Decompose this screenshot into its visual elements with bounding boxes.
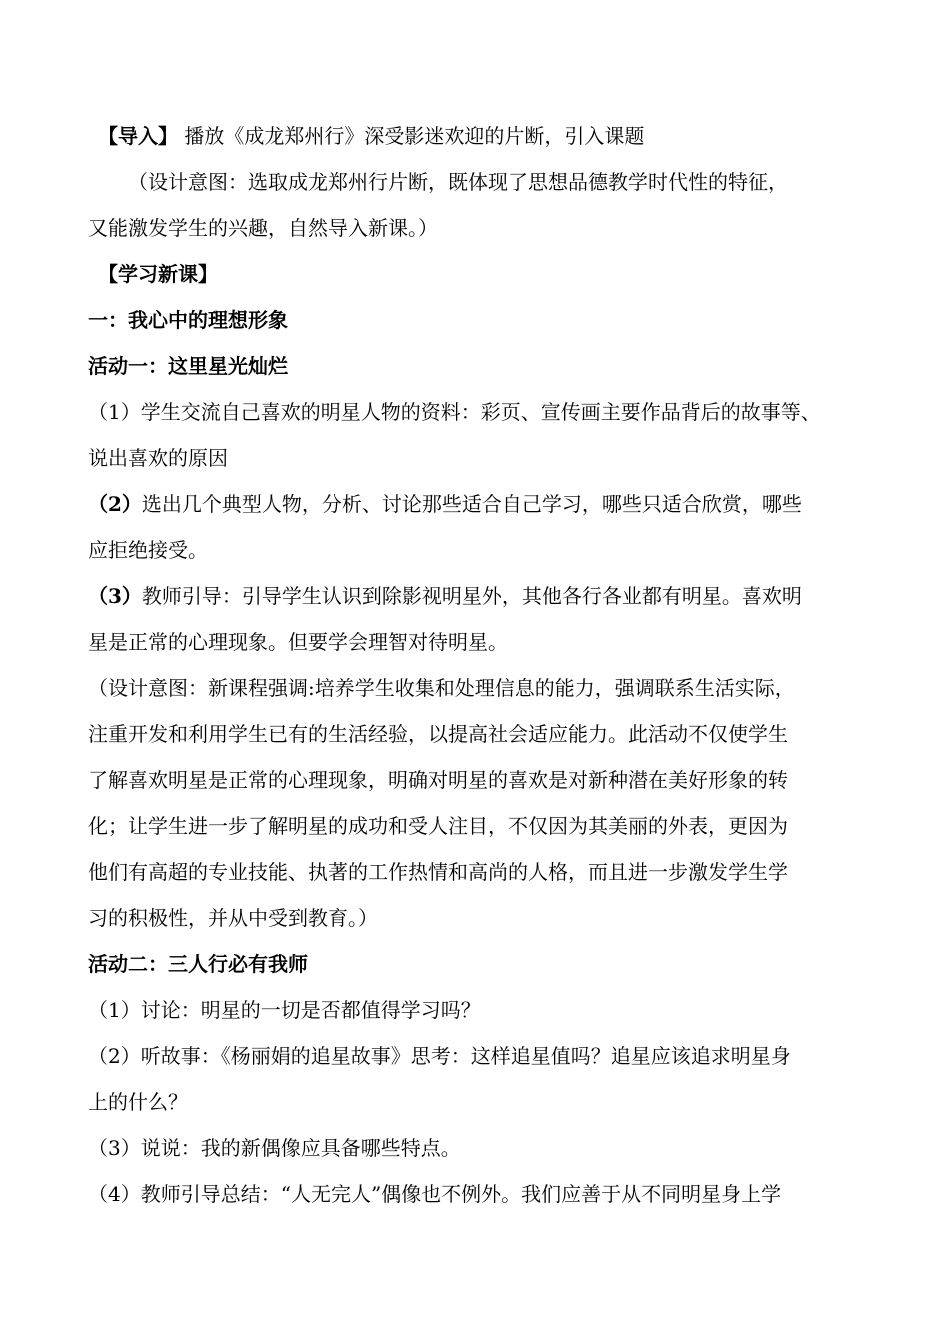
a1-design-line-2: 注重开发和利用学生已有的生活经验，以提高社会适应能力。此活动不仅使学生 bbox=[88, 722, 788, 746]
a1-item2-number: （2） bbox=[88, 492, 142, 516]
a1-design-line-1: （设计意图：新课程强调:培养学生收集和处理信息的能力，强调联系生活实际， bbox=[88, 676, 795, 700]
section-1-heading: 一：我心中的理想形象 bbox=[88, 308, 288, 332]
intro-text: 播放《成龙郑州行》深受影迷欢迎的片断，引入课题 bbox=[178, 124, 645, 148]
a1-design-line-3: 了解喜欢明星是正常的心理现象，明确对明星的喜欢是对新种潜在美好形象的转 bbox=[88, 768, 788, 792]
intro-design-line-1: （设计意图：选取成龙郑州行片断，既体现了思想品德教学时代性的特征， bbox=[128, 170, 788, 194]
a2-item2-line-1: （2）听故事：《杨丽娟的追星故事》思考：这样追星值吗？追星应该追求明星身 bbox=[88, 1044, 791, 1068]
a1-design-line-5: 他们有高超的专业技能、执著的工作热情和高尚的人格，而且进一步激发学生学 bbox=[88, 860, 788, 884]
a1-item3-line-1 bbox=[88, 582, 802, 610]
a1-item2-line-2: 应拒绝接受。 bbox=[88, 538, 208, 562]
a2-item2-line-2: 上的什么？ bbox=[88, 1090, 188, 1114]
a1-item1-line-2: 说出喜欢的原因 bbox=[88, 446, 228, 470]
a1-design-line-6: 习的积极性，并从中受到教育。） bbox=[88, 906, 378, 930]
activity-1-heading: 活动一：这里星光灿烂 bbox=[88, 354, 288, 378]
activity-2-heading: 活动二：三人行必有我师 bbox=[88, 952, 308, 976]
intro-design-line-2: 又能激发学生的兴趣，自然导入新课。） bbox=[88, 216, 438, 240]
new-lesson-heading: 【学习新课】 bbox=[98, 262, 218, 286]
intro-paragraph bbox=[98, 122, 644, 150]
intro-label: 【导入】 bbox=[98, 124, 178, 148]
a1-item3-number: （3） bbox=[88, 584, 142, 608]
a1-item1-line-1: （1）学生交流自己喜欢的明星人物的资料：彩页、宣传画主要作品背后的故事等、 bbox=[88, 400, 821, 424]
a2-item3: （3）说说：我的新偶像应具备哪些特点。 bbox=[88, 1136, 461, 1160]
a2-item4: （4）教师引导总结：“人无完人”偶像也不例外。我们应善于从不同明星身上学 bbox=[88, 1182, 782, 1206]
a1-item2-text: 选出几个典型人物，分析、讨论那些适合自己学习，哪些只适合欣赏，哪些 bbox=[141, 492, 802, 516]
a1-item3-line-2: 星是正常的心理现象。但要学会理智对待明星。 bbox=[88, 630, 508, 654]
a1-item3-text: 教师引导：引导学生认识到除影视明星外，其他各行各业都有明星。喜欢明 bbox=[141, 584, 802, 608]
a1-item2-line-1 bbox=[88, 490, 802, 518]
a2-item1: （1）讨论：明星的一切是否都值得学习吗？ bbox=[88, 998, 481, 1022]
a1-design-line-4: 化；让学生进一步了解明星的成功和受人注目，不仅因为其美丽的外表，更因为 bbox=[88, 814, 788, 838]
